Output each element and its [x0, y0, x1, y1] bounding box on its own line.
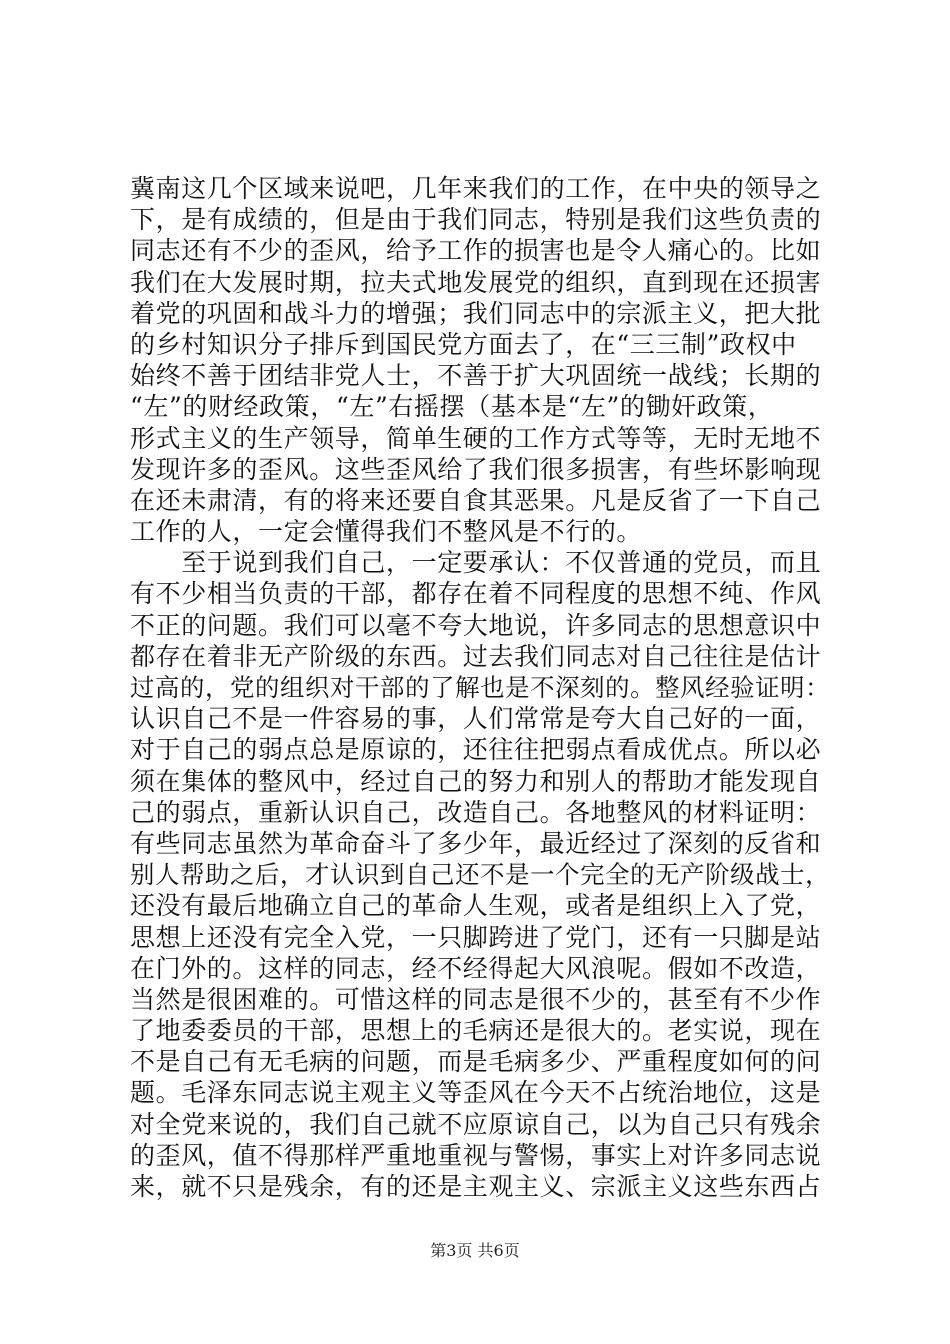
text-line: 认识自己不是一件容易的事，人们常常是夸大自己好的一面，: [130, 704, 822, 734]
text-line: 发现许多的歪风。这些歪风给了我们很多损害，有些坏影响现: [130, 454, 822, 484]
text-line: 至于说到我们自己，一定要承认：不仅普通的党员，而且: [130, 548, 822, 578]
text-line: 不是自己有无毛病的问题，而是毛病多少、严重程度如何的问: [130, 1047, 822, 1077]
text-line: 的歪风，值不得那样严重地重视与警惕，事实上对许多同志说: [130, 1140, 822, 1170]
text-line: 有不少相当负责的干部，都存在着不同程度的思想不纯、作风: [130, 579, 822, 609]
text-line: 工作的人，一定会懂得我们不整风是不行的。: [130, 517, 643, 547]
body-text: [130, 173, 830, 1202]
page-footer: 第3页 共6页: [430, 1241, 520, 1260]
text-line: 过高的，党的组织对干部的了解也是不深刻的。整风经验证明：: [130, 673, 831, 702]
text-line: 别人帮助之后，才认识到自己还不是一个完全的无产阶级战士，: [130, 860, 831, 890]
text-line: 的乡村知识分子排斥到国民党方面去了，在“三三制”政权中: [130, 329, 797, 359]
text-line: 还没有最后地确立自己的革命人生观，或者是组织上入了党，: [130, 891, 822, 921]
text-line: 同志还有不少的歪风，给予工作的损害也是令人痛心的。比如: [130, 236, 822, 266]
text-line: 题。毛泽东同志说主观主义等歪风在今天不占统治地位，这是: [130, 1078, 822, 1108]
text-line: 对全党来说的，我们自己就不应原谅自己，以为自己只有残余: [130, 1109, 822, 1139]
text-line: 须在集体的整风中，经过自己的努力和别人的帮助才能发现自: [130, 766, 822, 796]
text-line: 对于自己的弱点总是原谅的，还往往把弱点看成优点。所以必: [130, 735, 822, 765]
text-line: 了地委委员的干部，思想上的毛病还是很大的。老实说，现在: [130, 1016, 822, 1046]
text-line: 下，是有成绩的，但是由于我们同志，特别是我们这些负责的: [130, 205, 822, 235]
text-line: 己的弱点，重新认识自己，改造自己。各地整风的材料证明：: [130, 797, 822, 827]
text-line: 冀南这几个区域来说吧，几年来我们的工作，在中央的领导之: [130, 174, 822, 203]
text-line: 当然是很困难的。可惜这样的同志是很不少的，甚至有不少作: [130, 984, 822, 1014]
text-line: 着党的巩固和战斗力的增强；我们同志中的宗派主义，把大批: [130, 298, 822, 328]
text-line: 在还未肃清，有的将来还要自食其恶果。凡是反省了一下自己: [130, 485, 822, 515]
text-line: 都存在着非无产阶级的东西。过去我们同志对自己往往是估计: [130, 641, 822, 671]
text-line: 我们在大发展时期，拉夫式地发展党的组织，直到现在还损害: [130, 267, 822, 297]
text-line: 来，就不只是残余，有的还是主观主义、宗派主义这些东西占: [130, 1172, 822, 1201]
text-line: 在门外的。这样的同志，经不经得起大风浪呢。假如不改造，: [130, 953, 822, 983]
text-line: 有些同志虽然为革命奋斗了多少年，最近经过了深刻的反省和: [130, 828, 822, 858]
text-line: 思想上还没有完全入党，一只脚跨进了党门，还有一只脚是站: [130, 922, 822, 952]
text-line: 始终不善于团结非党人士，不善于扩大巩固统一战线；长期的: [130, 361, 822, 391]
text-line: “左”的财经政策，“左”右摇摆（基本是“左”的锄奸政策，: [130, 392, 774, 422]
text-line: 不正的问题。我们可以毫不夸大地说，许多同志的思想意识中: [130, 610, 822, 640]
text-line: 形式主义的生产领导，简单生硬的工作方式等等，无时无地不: [130, 423, 822, 453]
